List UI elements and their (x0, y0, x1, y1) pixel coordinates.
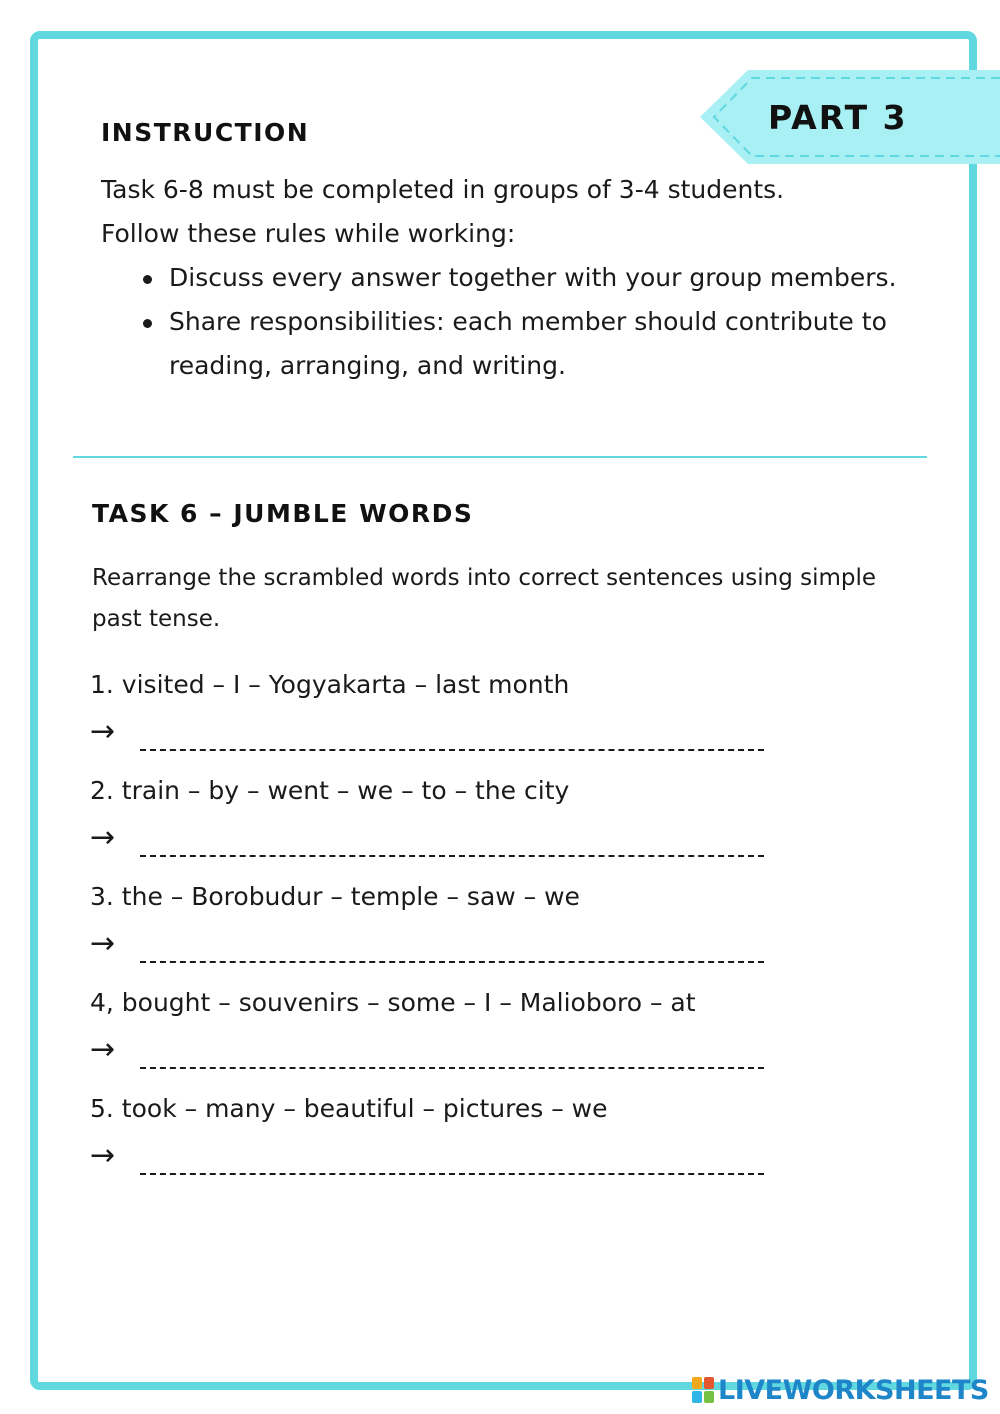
answer-line (90, 820, 790, 860)
jumble-item (90, 1088, 910, 1194)
answer-line (90, 926, 790, 966)
rule-item: Share responsibilities: each member should contribute to reading, arranging, and writing. (169, 300, 921, 388)
instruction-heading: INSTRUCTION (101, 118, 310, 147)
jumble-items (90, 664, 910, 1194)
jumble-question: 4, bought – souvenirs – some – I – Malioboro – at (90, 988, 696, 1017)
task-instruction: Rearrange the scrambled words into correct sentences using simple past tense. (92, 565, 877, 632)
arrow-icon: → (90, 820, 116, 855)
answer-blank[interactable] (140, 1173, 764, 1175)
part-label: PART 3 (768, 98, 908, 137)
jumble-question: 2. train – by – went – we – to – the city (90, 776, 570, 805)
jumble-item (90, 664, 910, 770)
rule-item: Discuss every answer together with your group members. (169, 256, 921, 300)
jumble-question: 3. the – Borobudur – temple – saw – we (90, 882, 580, 911)
instruction-body (101, 168, 921, 388)
liveworksheets-brand[interactable] (692, 1374, 989, 1406)
jumble-item (90, 876, 910, 982)
answer-blank[interactable] (140, 1067, 764, 1069)
instruction-line: Follow these rules while working: (101, 219, 516, 248)
task-heading: TASK 6 – JUMBLE WORDS (92, 499, 474, 528)
arrow-icon: → (90, 1138, 116, 1173)
section-divider (73, 456, 927, 458)
jumble-item (90, 770, 910, 876)
answer-blank[interactable] (140, 855, 764, 857)
jumble-item (90, 982, 910, 1088)
answer-blank[interactable] (140, 749, 764, 751)
instruction-line: Task 6-8 must be completed in groups of 3-4 students. (101, 175, 785, 204)
answer-line (90, 714, 790, 754)
arrow-icon: → (90, 1032, 116, 1067)
answer-line (90, 1032, 790, 1072)
arrow-icon: → (90, 926, 116, 961)
jumble-question: 1. visited – I – Yogyakarta – last month (90, 670, 570, 699)
arrow-icon: → (90, 714, 116, 749)
answer-blank[interactable] (140, 961, 764, 963)
jumble-question: 5. took – many – beautiful – pictures – we (90, 1094, 608, 1123)
liveworksheets-logo-icon (692, 1377, 714, 1403)
answer-line (90, 1138, 790, 1178)
rules-list (101, 256, 921, 388)
brand-text: LIVEWORKSHEETS (718, 1374, 989, 1406)
part-banner (700, 70, 1000, 164)
